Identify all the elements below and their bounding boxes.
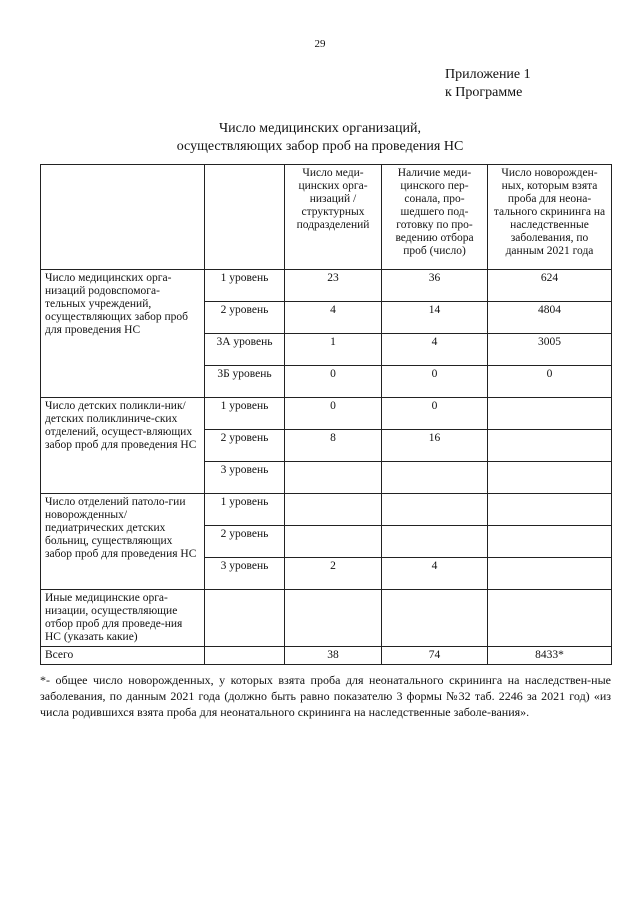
title-line-1: Число медицинских организаций, (219, 121, 421, 136)
level-cell: 2 уровень (205, 526, 285, 558)
empty-cell (205, 590, 285, 647)
value-cell: 23 (285, 270, 382, 302)
level-cell: 3А уровень (205, 334, 285, 366)
appendix-caption (445, 66, 531, 102)
total-value: 8433* (488, 647, 612, 665)
header-organizations-count: Число меди-цинских орга-низаций /структурных подразделений (285, 165, 382, 270)
value-cell: 3005 (488, 334, 612, 366)
value-cell: 4804 (488, 302, 612, 334)
value-cell (382, 526, 488, 558)
value-cell: 0 (382, 366, 488, 398)
value-cell: 1 (285, 334, 382, 366)
value-cell: 4 (285, 302, 382, 334)
value-cell: 14 (382, 302, 488, 334)
value-cell (488, 494, 612, 526)
header-newborns-screened: Число новорожден-ных, которым взята проба для неона-тального скрининга на наследственные заболевания, по данным 2021 года (488, 165, 612, 270)
page-number: 29 (314, 38, 326, 50)
value-cell: 624 (488, 270, 612, 302)
value-cell: 0 (382, 398, 488, 430)
value-cell (382, 494, 488, 526)
document-title (0, 120, 640, 156)
level-cell: 2 уровень (205, 430, 285, 462)
level-cell: 1 уровень (205, 270, 285, 302)
header-empty-1 (41, 165, 205, 270)
total-value: 38 (285, 647, 382, 665)
organizations-table (40, 164, 612, 665)
value-cell (488, 558, 612, 590)
value-cell: 4 (382, 558, 488, 590)
value-cell (285, 462, 382, 494)
empty-cell (382, 590, 488, 647)
level-cell: 3Б уровень (205, 366, 285, 398)
value-cell: 8 (285, 430, 382, 462)
footnote: *- общее число новорожденных, у которых взята проба для неонатального скрининга на наследствен-ные заболевания, по данным 2021 года (должно быть равно показателю 3 формы №32 таб. 2246 за 2021 год) «из числа родившихся взята проба для неонатального скрининга на наследственные заболе-вания». (40, 673, 611, 719)
level-cell: 3 уровень (205, 558, 285, 590)
total-value: 74 (382, 647, 488, 665)
table-row (41, 590, 612, 647)
level-cell: 1 уровень (205, 398, 285, 430)
total-row (41, 647, 612, 665)
group-label: Число медицинских орга-низаций родовспомога-тельных учреждений, осуществляющих забор проб для проведения НС (41, 270, 205, 398)
empty-cell (285, 590, 382, 647)
table-row (41, 398, 612, 430)
value-cell: 16 (382, 430, 488, 462)
value-cell (488, 430, 612, 462)
table-header-row (41, 165, 612, 270)
value-cell: 0 (488, 366, 612, 398)
group-label: Число детских поликли-ник/детских поликлиниче-ских отделений, осущест-вляющих забор проб для проведения НС (41, 398, 205, 494)
value-cell: 36 (382, 270, 488, 302)
value-cell: 0 (285, 366, 382, 398)
empty-cell (205, 647, 285, 665)
value-cell (488, 462, 612, 494)
appendix-line-1: Приложение 1 (445, 67, 531, 82)
level-cell: 1 уровень (205, 494, 285, 526)
table-row (41, 494, 612, 526)
appendix-line-2: к Программе (445, 85, 523, 100)
empty-cell (488, 590, 612, 647)
header-empty-2 (205, 165, 285, 270)
group-label: Число отделений патоло-гии новорожденных/ педиатрических детских больниц, существляющих забор проб для проведения НС (41, 494, 205, 590)
value-cell: 4 (382, 334, 488, 366)
value-cell: 2 (285, 558, 382, 590)
value-cell (488, 526, 612, 558)
level-cell: 3 уровень (205, 462, 285, 494)
header-trained-staff: Наличие меди-цинского пер-сонала, про-шедшего под-готовку по про-ведению отбора проб (число) (382, 165, 488, 270)
total-label: Всего (41, 647, 205, 665)
value-cell (488, 398, 612, 430)
title-line-2: осуществляющих забор проб на проведения НС (176, 139, 464, 154)
value-cell (285, 526, 382, 558)
level-cell: 2 уровень (205, 302, 285, 334)
other-organizations-label: Иные медицинские орга-низации, осуществляющие отбор проб для проведе-ния НС (указать какие) (41, 590, 205, 647)
value-cell (382, 462, 488, 494)
table-row (41, 270, 612, 302)
value-cell (285, 494, 382, 526)
value-cell: 0 (285, 398, 382, 430)
